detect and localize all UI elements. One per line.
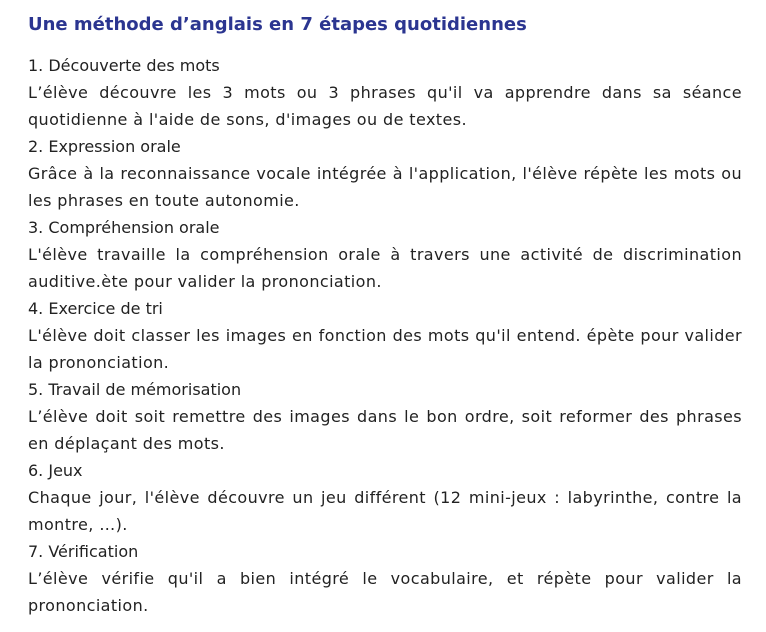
step-description: L’élève découvre les 3 mots ou 3 phrases qu'il va apprendre dans sa séance quotidienne à l'aide de sons, d'images ou de textes. [28,83,742,129]
step-description: L’élève doit soit remettre des images dans le bon ordre, soit reformer des phrases en déplaçant des mots. [28,407,742,453]
step-description: L'élève doit classer les images en fonction des mots qu'il entend. épète pour valider la prononciation. [28,326,742,372]
steps-list [28,52,742,619]
step-7 [28,538,742,619]
step-heading: 5. Travail de mémorisation [28,380,242,399]
step-1 [28,52,742,133]
step-3 [28,214,742,295]
step-heading: 1. Découverte des mots [28,56,220,75]
step-heading: 6. Jeux [28,461,83,480]
step-description: Grâce à la reconnaissance vocale intégrée à l'application, l'élève répète les mots ou les phrases en toute autonomie. [28,164,742,210]
step-5 [28,376,742,457]
step-4 [28,295,742,376]
page-title: Une méthode d’anglais en 7 étapes quotidiennes [28,14,527,35]
step-6 [28,457,742,538]
step-heading: 4. Exercice de tri [28,299,163,318]
step-description: Chaque jour, l'élève découvre un jeu différent (12 mini-jeux : labyrinthe, contre la montre, …). [28,488,742,534]
step-description: L’élève vérifie qu'il a bien intégré le vocabulaire, et répète pour valider la prononciation. [28,569,742,615]
step-heading: 7. Vérification [28,542,139,561]
step-heading: 3. Compréhension orale [28,218,220,237]
step-description: L'élève travaille la compréhension orale à travers une activité de discrimination auditive.ète pour valider la prononciation. [28,245,742,291]
step-heading: 2. Expression orale [28,137,181,156]
step-2 [28,133,742,214]
